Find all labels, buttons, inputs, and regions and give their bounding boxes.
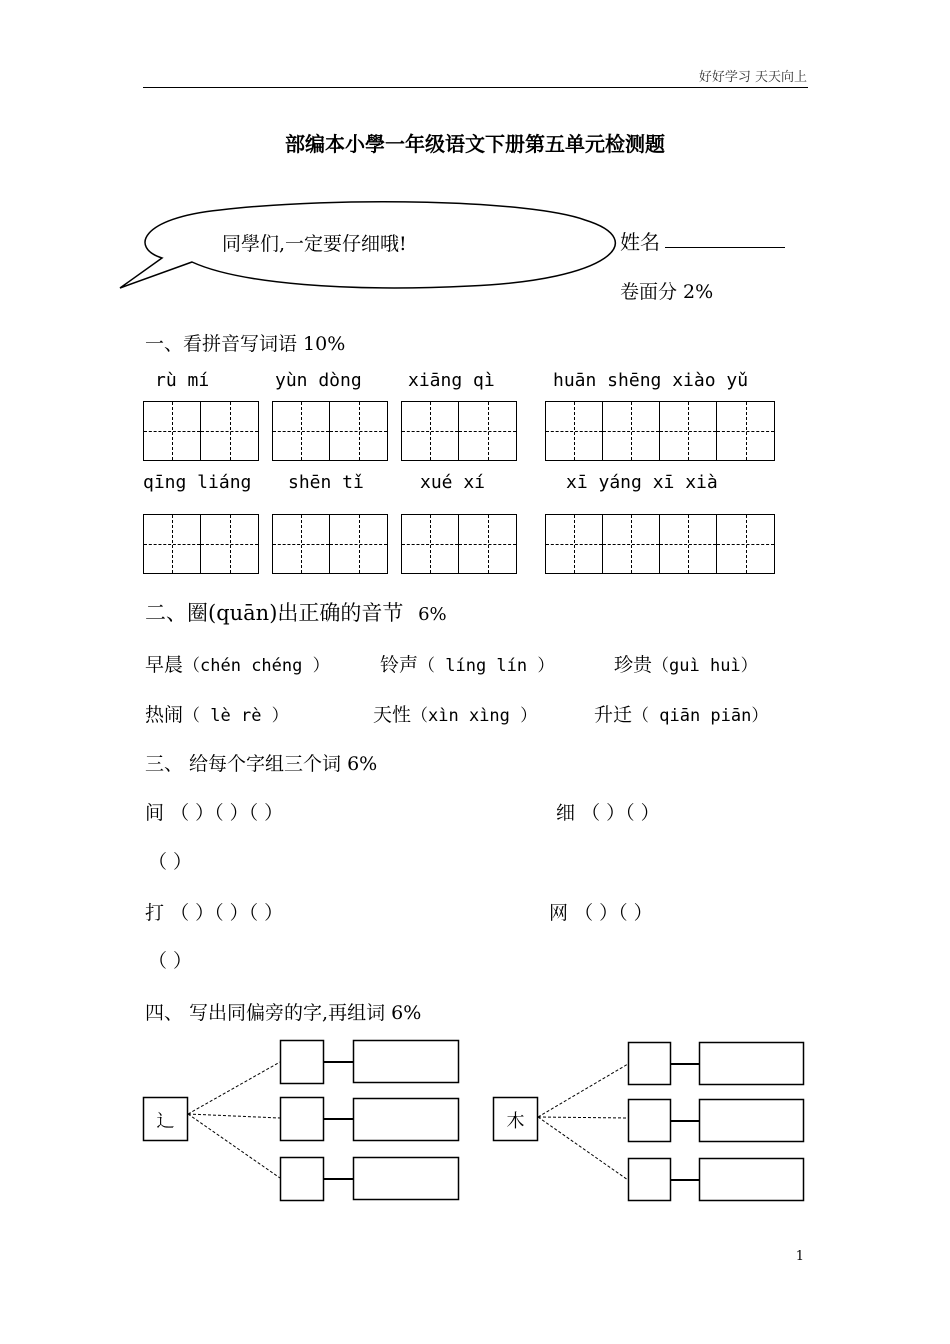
writing-grid[interactable] xyxy=(272,514,388,574)
word-group-item xyxy=(556,798,660,825)
connector-line xyxy=(188,1114,280,1118)
writing-grid[interactable] xyxy=(143,514,259,574)
pinyin-label: yùn dòng xyxy=(275,370,362,391)
pinyin-label: huān shēng xiào yǔ xyxy=(553,370,749,391)
pinyin-label: qīng liáng xyxy=(143,472,252,493)
answer-options[interactable]: （ líng lín ） xyxy=(418,656,555,676)
pinyin-label: xī yáng xī xià xyxy=(566,472,718,493)
writing-grid[interactable] xyxy=(401,401,517,461)
section2-title: 二、圈(quān)出正确的音节 xyxy=(145,601,404,625)
connector-line xyxy=(188,1114,280,1178)
question-item xyxy=(145,650,330,677)
section4-heading: 四、 写出同偏旁的字,再组词 6% xyxy=(145,1002,422,1024)
word-box[interactable] xyxy=(354,1158,459,1200)
writing-grid[interactable] xyxy=(545,401,775,461)
char-box[interactable] xyxy=(629,1100,671,1142)
word-group-item xyxy=(145,898,283,925)
pinyin-label: xiāng qì xyxy=(408,370,495,391)
answer-blanks[interactable]: （ ）（ ） xyxy=(581,802,660,824)
connector-line xyxy=(538,1117,628,1118)
answer-options[interactable]: （xìn xìng ） xyxy=(411,706,538,726)
char-box[interactable] xyxy=(281,1041,324,1084)
name-field[interactable] xyxy=(665,247,785,248)
question-char: 间 xyxy=(145,802,165,824)
char-box[interactable] xyxy=(629,1159,671,1201)
radical-label: 辶 xyxy=(156,1111,175,1132)
question-item xyxy=(594,700,768,727)
section2-score: 6% xyxy=(418,604,447,625)
radical-label: 木 xyxy=(506,1111,525,1132)
word-box[interactable] xyxy=(700,1100,804,1142)
char-box[interactable] xyxy=(281,1098,324,1141)
section3-heading: 三、 给每个字组三个词 6% xyxy=(145,753,378,775)
header-divider xyxy=(143,87,808,88)
word-box[interactable] xyxy=(354,1099,459,1141)
question-word: 升迁 xyxy=(594,704,633,726)
page-number: 1 xyxy=(795,1249,804,1264)
answer-options[interactable]: （guì huì） xyxy=(652,656,758,676)
writing-grid[interactable] xyxy=(401,514,517,574)
paper-score: 卷面分 2% xyxy=(620,281,714,303)
section2-heading xyxy=(145,597,447,627)
question-item xyxy=(145,700,289,727)
writing-grid[interactable] xyxy=(272,401,388,461)
answer-blanks[interactable]: （ ）（ ）（ ） xyxy=(170,902,284,924)
connector-line xyxy=(538,1064,628,1117)
connector-line xyxy=(538,1117,628,1180)
question-item xyxy=(380,650,554,677)
writing-grid[interactable] xyxy=(143,401,259,461)
answer-options[interactable]: （ qiān piān） xyxy=(632,706,769,726)
word-group-item xyxy=(145,798,283,825)
question-char: 打 xyxy=(145,902,165,924)
question-word: 热闹 xyxy=(145,704,184,726)
writing-grid[interactable] xyxy=(545,514,775,574)
answer-blank[interactable]: （ ） xyxy=(148,950,193,972)
pinyin-label: xué xí xyxy=(420,472,486,493)
word-box[interactable] xyxy=(354,1041,459,1083)
section1-heading: 一、看拼音写词语 10% xyxy=(145,333,346,355)
question-item xyxy=(614,650,758,677)
page-title: 部编本小學一年级语文下册第五单元检测题 xyxy=(285,132,665,156)
pinyin-label: rù mí xyxy=(155,370,210,391)
char-box[interactable] xyxy=(281,1158,324,1201)
char-box[interactable] xyxy=(629,1043,671,1085)
name-label: 姓名 xyxy=(620,230,660,254)
question-char: 网 xyxy=(549,902,569,924)
question-word: 天性 xyxy=(373,704,412,726)
answer-options[interactable]: （chén chéng ） xyxy=(183,656,330,676)
header-motto: 好好学习 天天向上 xyxy=(698,70,807,85)
answer-blanks[interactable]: （ ）（ ） xyxy=(574,902,653,924)
answer-blank[interactable]: （ ） xyxy=(148,851,193,873)
word-box[interactable] xyxy=(700,1159,804,1201)
bubble-text: 同學们,一定要仔细哦! xyxy=(222,233,407,255)
word-group-item xyxy=(549,898,653,925)
answer-options[interactable]: （ lè rè ） xyxy=(183,706,289,726)
question-char: 细 xyxy=(556,802,576,824)
question-item xyxy=(373,700,537,727)
question-word: 早晨 xyxy=(145,654,184,676)
word-box[interactable] xyxy=(700,1043,804,1085)
connector-line xyxy=(188,1062,280,1114)
question-word: 铃声 xyxy=(380,654,419,676)
question-word: 珍贵 xyxy=(614,654,653,676)
answer-blanks[interactable]: （ ）（ ）（ ） xyxy=(170,802,284,824)
pinyin-label: shēn tǐ xyxy=(288,472,364,493)
